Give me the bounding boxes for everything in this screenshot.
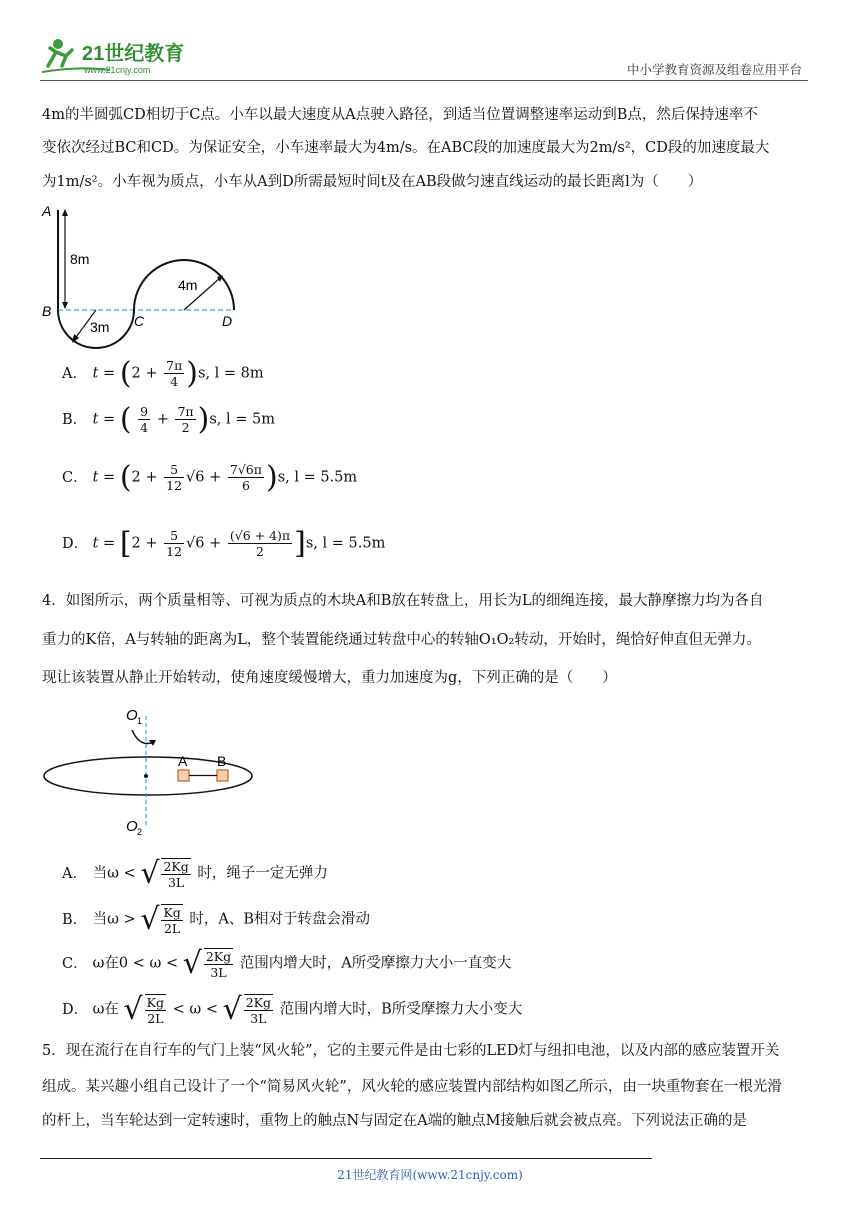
label-D: D xyxy=(222,313,233,329)
q4-option-b[interactable]: B． 当ω > √ $\frac{Kg}{2L}$ 时，A、B相对于转盘会滑动 xyxy=(62,902,371,937)
q3-option-c[interactable]: C． t = (2 + $\frac{5}{12}$ √6 + $\frac{7√6\pi}{6}$ )s, l = 5.5m xyxy=(62,460,358,495)
q3-line2: 变依次经过BC和CD。为保证安全，小车速率最大为4m/s。在ABC段的加速度最大为2m/s²，CD段的加速度最大 xyxy=(42,140,770,156)
q3-option-a[interactable]: A． t = (2 + $\frac{7\pi}{4}$ )s, l = 8m xyxy=(62,356,264,391)
block-a-label: A xyxy=(178,753,188,769)
q3-line3: 为1m/s²。小车视为质点，小车从A到D所需最短时间t及在AB段做匀速直线运动的最长距离l为（ ） xyxy=(42,174,703,190)
label-A: A xyxy=(42,203,52,219)
q4-option-c[interactable]: C． ω在0 < ω < √ $\frac{2Kg}{3L}$ 范围内增大时，A所受摩擦力大小一直变大 xyxy=(62,946,512,981)
q3-option-d[interactable]: D． t = [2 + $\frac{5}{12}$ √6 + $\frac{(√6 + 4)\pi}{2}$ ]s, l = 5.5m xyxy=(62,526,386,561)
dim-8m: 8m xyxy=(70,251,90,267)
q4-line2: 重力的K倍，A与转轴的距离为L，整个装置能绕通过转盘中心的转轴O₁O₂转动，开始时，绳恰好伸直但无弹力。 xyxy=(42,632,761,648)
q5-line1: 5．现在流行在自行车的气门上装“风火轮”，它的主要元件是由七彩的LED灯与纽扣电池，以及内部的感应装置开关 xyxy=(42,1043,780,1059)
logo-text: 21世纪教育 xyxy=(82,43,185,65)
q3-path-figure xyxy=(34,200,244,354)
q3-option-b[interactable]: B． t = ( $\frac{9}{4}$ + $\frac{7\pi}{2}$ )s, l = 5m xyxy=(62,402,275,437)
svg-text:2: 2 xyxy=(137,827,143,837)
q4-line1: 4．如图所示，两个质量相等、可视为质点的木块A和B放在转盘上，用长为L的细绳连接，最大静摩擦力均为各自 xyxy=(42,593,764,609)
q4-option-d[interactable]: D． ω在 √ $\frac{Kg}{2L}$ < ω < √ $\frac{2Kg}{3L}$ 范围内增大时，B所受摩擦力大小变大 xyxy=(62,992,523,1027)
footer-text[interactable]: 21世纪教育网(www.21cnjy.com) xyxy=(337,1168,523,1182)
block-b-label: B xyxy=(217,753,227,769)
footer-divider xyxy=(40,1158,652,1159)
label-o2: O xyxy=(126,818,138,835)
platform-title: 中小学教育资源及组卷应用平台 xyxy=(626,62,802,77)
q5-line3: 的杆上，当车轮达到一定转速时，重物上的触点N与固定在A端的触点M接触后就会被点亮。下列说法正确的是 xyxy=(42,1113,748,1129)
label-C: C xyxy=(134,313,145,329)
logo-url: www.21cnjy.com xyxy=(84,65,151,75)
q5-line2: 组成。某兴趣小组自己设计了一个“简易风火轮”，风火轮的感应装置内部结构如图乙所示，由一块重物套在一根光滑 xyxy=(42,1079,782,1095)
svg-text:1: 1 xyxy=(137,716,143,726)
q4-turntable-figure xyxy=(36,700,266,849)
header-divider xyxy=(40,80,808,81)
q3-line1: 4m的半圆弧CD相切于C点。小车以最大速度从A点驶入路径，到适当位置调整速率运动到B点，然后保持速率不 xyxy=(42,107,758,123)
label-o1: O xyxy=(126,707,138,724)
site-logo xyxy=(40,36,200,78)
q4-option-a[interactable]: A． 当ω < √ $\frac{2Kg}{3L}$ 时，绳子一定无弹力 xyxy=(62,856,328,891)
q4-line3: 现让该装置从静止开始转动，使角速度缓慢增大，重力加速度为g，下列正确的是（ ） xyxy=(42,670,617,686)
dim-3m: 3m xyxy=(90,319,110,335)
label-B: B xyxy=(42,303,52,319)
dim-4m: 4m xyxy=(178,277,198,293)
